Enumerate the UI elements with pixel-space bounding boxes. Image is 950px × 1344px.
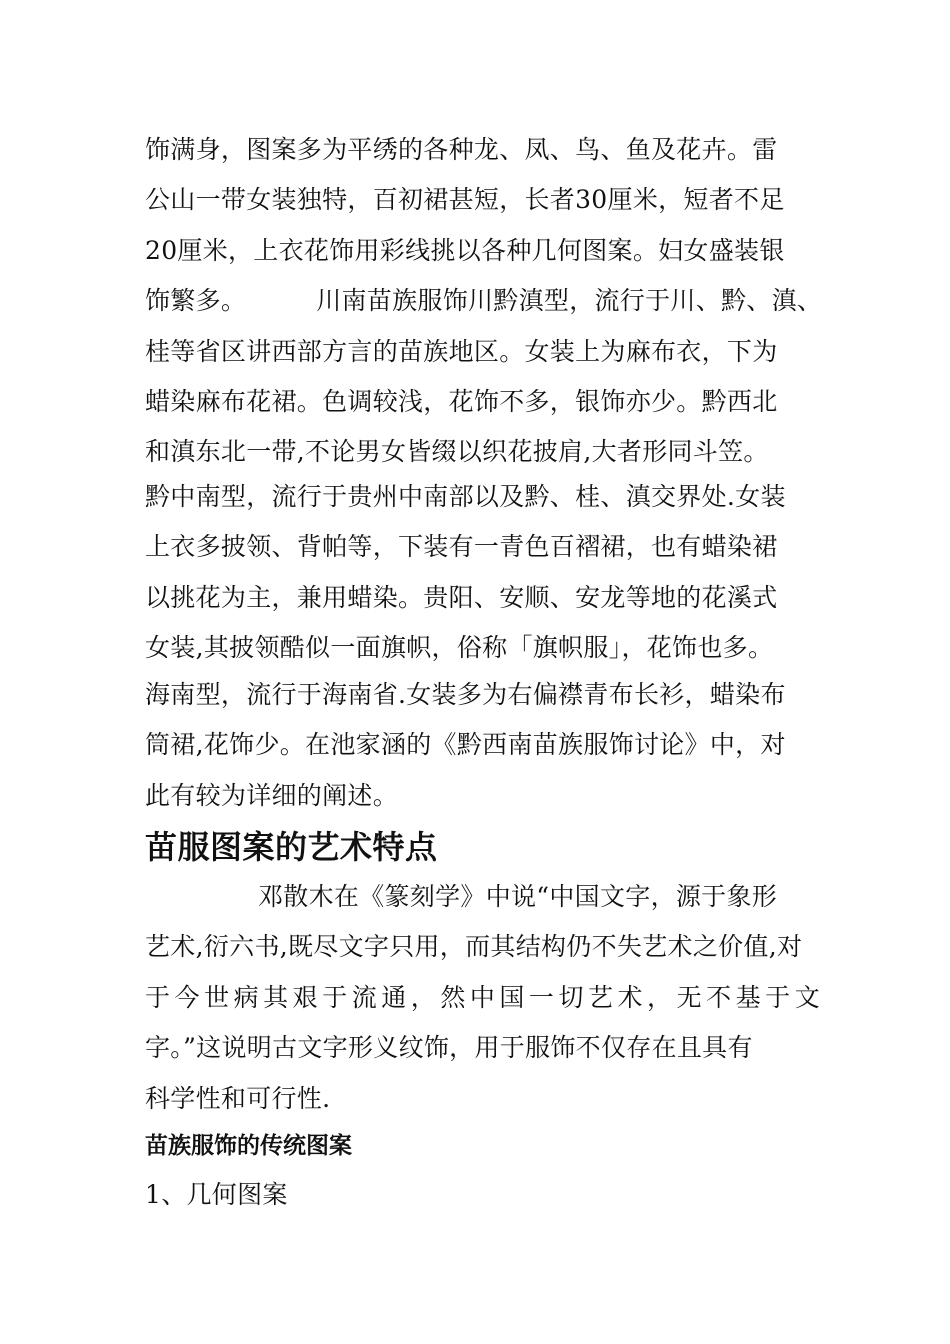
list-item-text: 1、几何图案 xyxy=(145,1180,288,1209)
text-line: 海南型，流行于海南省.女装多为右偏襟青布长衫，蜡染布 xyxy=(145,680,786,709)
text-line-composite xyxy=(145,872,820,922)
text-line: 饰满身，图案多为平绣的各种龙、凤、鸟、鱼及花卉。雷 xyxy=(145,135,778,164)
text-line: 以挑花为主，兼用蜡染。贵阳、安顺、安龙等地的花溪式 xyxy=(145,582,778,612)
text-segment: 邓散木在《篆刻学》中说“中国文字，源于象形 xyxy=(258,882,778,911)
paragraph-qianzhongnan-style xyxy=(145,472,820,674)
text-line: 筒裙,花饰少。在池家涵的《黔西南苗族服饰讨论》中，对 xyxy=(145,730,786,760)
text-line: 蜡染麻布花裙。色调较浅，花饰不多，银饰亦少。黔西北 xyxy=(145,387,778,417)
paragraph-hainan-style xyxy=(145,670,820,821)
text-line: 公山一带女装独特，百初裙甚短，长者30厘米，短者不足 xyxy=(145,185,785,215)
text-line: 上衣多披领、背帕等，下装有一青色百褶裙，也有蜡染裙 xyxy=(145,532,778,562)
heading-art-features: 苗服图案的艺术特点 xyxy=(145,828,438,866)
heading-traditional-patterns: 苗族服饰的传统图案 xyxy=(145,1133,352,1159)
text-line: 桂等省区讲西部方言的苗族地区。女装上为麻布衣，下为 xyxy=(145,336,778,366)
text-line: 女装,其披领酷似一面旗帜，俗称「旗帜服」，花饰也多。 xyxy=(145,633,774,663)
text-line: 字。”这说明古文字形义纹饰，用于服饰不仅存在且具有 xyxy=(145,1033,753,1063)
text-line: 20厘米，上衣花饰用彩线挑以各种几何图案。妇女盛装银 xyxy=(145,235,785,265)
text-line: 黔中南型，流行于贵州中南部以及黔、桂、滇交界处.女装 xyxy=(145,482,786,511)
text-line: 和滇东北一带,不论男女皆缀以织花披肩,大者形同斗笠。 xyxy=(145,437,769,467)
text-segment: 川南苗族服饰川黔滇型，流行于川、黔、滇、 xyxy=(316,286,823,316)
text-line: 于今世病其艰于流通，然中国一切艺术，无不基于文 xyxy=(145,982,820,1012)
text-line: 此有较为详细的阐述。 xyxy=(145,780,399,810)
list-item-geometric xyxy=(145,1170,820,1220)
paragraph-deng-sanmu-quote xyxy=(145,872,820,1124)
text-line: 科学性和可行性. xyxy=(145,1083,331,1113)
text-line-composite xyxy=(145,276,823,326)
text-line: 艺术,衍六书,既尽文字只用，而其结构仍不失艺术之价值,对 xyxy=(145,932,803,962)
paragraph-miao-regional-styles xyxy=(145,125,823,478)
text-segment: 饰繁多。 xyxy=(145,286,247,316)
